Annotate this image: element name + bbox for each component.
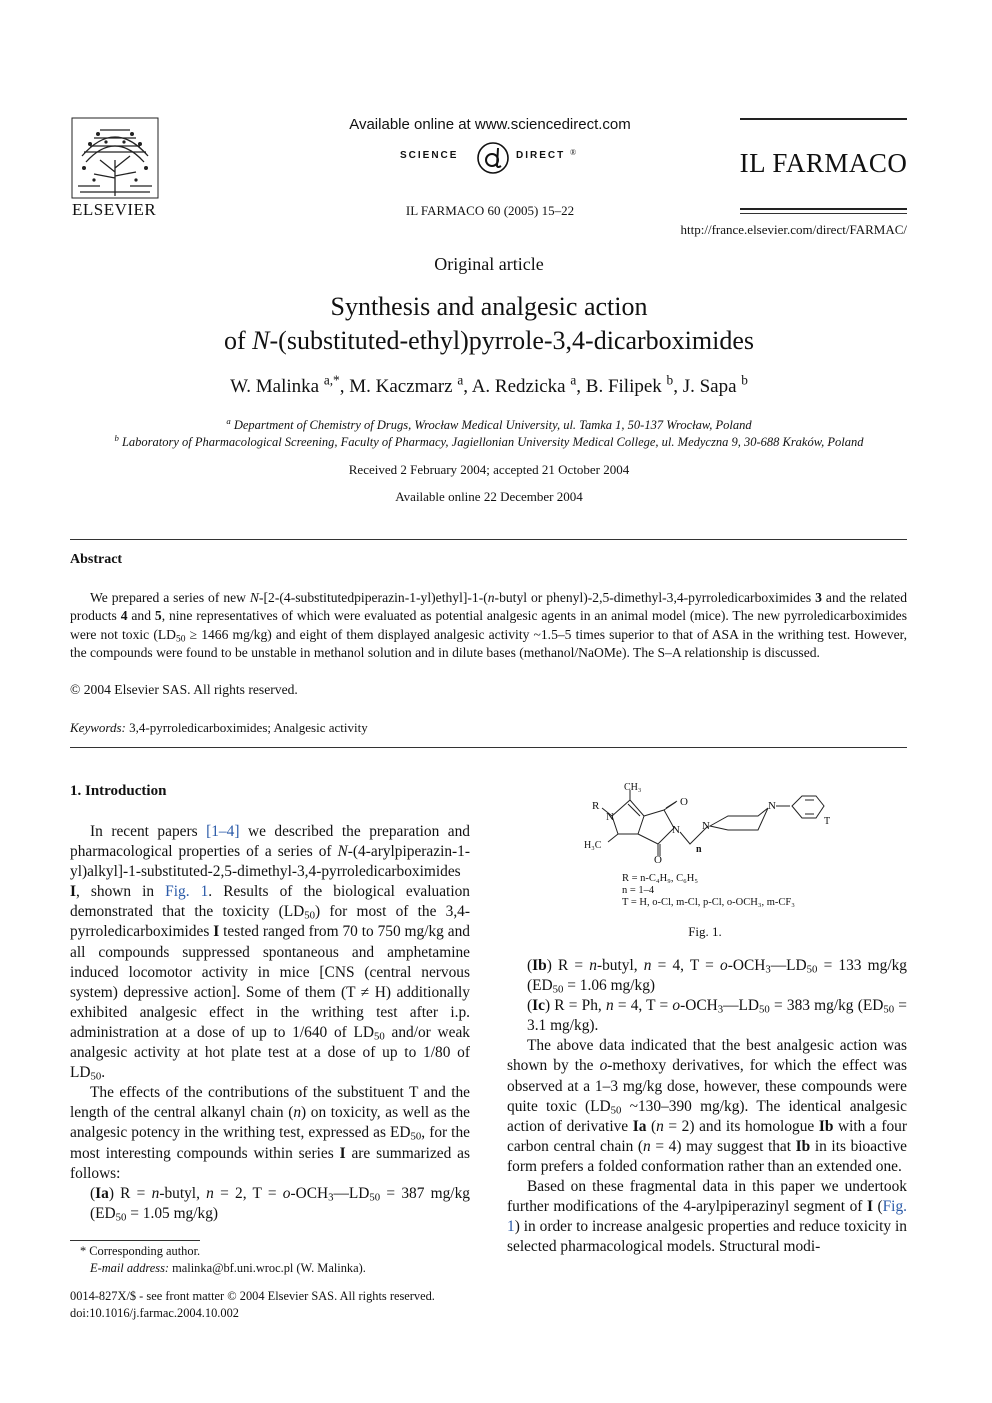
citation-link[interactable]: [1–4] <box>206 823 240 840</box>
right-column-body: (Ib) R = n-butyl, n = 4, $T = o-OCH_3—LD_{50} = 133$ mg/kg ($ED_{50} = 1.06$ mg/kg) (Ic) R = Ph, n = 4, $T = o-OCH_3—LD_{50} = 383$ mg/kg ($ED_{50} = 3.1$ mg/kg). The above data indicated that the best analgesic action was shown by the o-methoxy derivatives, for which the effect was observed at a 1–3 mg/kg dose, however, these compounds were quite toxic ($LD_{50}$ ~130–390 mg/kg). The identical analgesic action of derivative Ia (n = 2) and its homologue Ib with a four carbon central chain (n = 4) may suggest that Ib in its bioactive form prefers a folded conformation rather than an extended one. Based on these fragmental data in this paper we undertook further modifications of the 4-arylpiperazinyl segment of I (Fig. 1) in order to increase analgesic properties and reduce toxicity in selected pharmacological models. Structural modi- <box>507 957 907 1256</box>
publisher-wordmark: ELSEVIER <box>72 200 157 219</box>
sciencedirect-logo <box>400 140 600 180</box>
author[interactable]: J. Sapa $^b$ <box>682 372 748 397</box>
journal-name: IL FARMACO <box>739 148 908 178</box>
available-online-text[interactable]: Available online at www.sciencedirect.com <box>349 116 631 133</box>
intro-body: In recent papers [1–4] we described the preparation and pharmacological properties of a series of N-(4-arylpiperazin-1-yl)alkyl]-1-substituted-2,5-dimethyl-3,4-pyrroledicarboximides I, shown in Fig. 1. Results of the biological evaluation demonstrated that the toxicity $(LD_{50})$ for most of the 3,4-pyrroledicarboximides I tested ranged from 70 to 750 mg/kg and all compounds suppressed spontaneous and amphetamine induced locomotor activity in mice [CNS (central nervous system) depressive action]. Some of them (T ≠ H) additionally exhibited analgesic effect in the writhing test after i.p. administration at a dose of up to 1/640 of $LD_{50}$ and/or weak analgesic activity at hot plate test at a dose of up to 1/80 of $LD_{50}$. The effects of the contributions of the substituent T and the length of the central alkanyl chain (n) on toxicity, as well as the analgesic potency in the writhing test, expressed as $ED_{50}$, for the most interesting compounds within series I are summarized as follows: (Ia) R = n-butyl, n = 2, $T = o-OCH_3—LD_{50} = 387$ mg/kg ($ED_{50} = 1.05$ mg/kg) <box>70 823 470 1224</box>
sciencedirect-logo-left: SCIENCE <box>400 150 459 161</box>
figure-1-legend: R = n-C₄H₉, C₆H₅ n = 1–4 T = H, o-Cl, m-Cl, p-Cl, o-OCH₃, m-CF₃ <box>622 873 795 908</box>
chemical-structure-diagram <box>580 782 840 886</box>
label-o-bottom: O <box>654 854 662 866</box>
article-type: Original article <box>434 254 544 274</box>
author[interactable]: B. Filipek $^b$, <box>585 372 683 397</box>
received-dates: Received 2 February 2004; accepted 21 October 2004 <box>348 462 630 477</box>
label-n-ring: N <box>606 811 614 823</box>
label-n-chain: n <box>696 844 702 855</box>
author[interactable]: W. Malinka $^{a,*}$, <box>230 372 350 397</box>
front-matter-issn: 0014-827X/$ - see front matter © 2004 Elsevier SAS. All rights reserved. <box>70 1289 435 1303</box>
label-n-piperazine-1: N <box>702 820 710 832</box>
journal-rule-bottom-thin <box>740 213 907 214</box>
journal-rule-bottom <box>740 208 907 210</box>
abstract-heading: Abstract <box>70 552 123 567</box>
label-n-piperazine-2: N <box>768 800 776 812</box>
sciencedirect-logo-right: DIRECT <box>516 150 566 161</box>
abstract-rule-top <box>70 539 907 540</box>
section-heading-introduction: 1. Introduction <box>70 783 167 799</box>
author-list <box>0 372 978 398</box>
author[interactable]: M. Kaczmarz $^a$, <box>349 372 472 397</box>
figure-1-structure <box>580 782 840 886</box>
journal-rule-top <box>740 118 907 120</box>
label-ch3-top: CH₃ <box>624 782 642 793</box>
sciencedirect-at-icon <box>474 140 512 176</box>
label-o-top: O <box>680 796 688 808</box>
label-h3c: H₃C <box>584 840 602 851</box>
elsevier-tree-logo <box>70 116 160 202</box>
figure-1-caption: Fig. 1. <box>688 924 722 939</box>
abstract-body: We prepared a series of new N-[2-(4-substitutedpiperazin-1-yl)ethyl]-1-(n-butyl or phenyl)-2,5-dimethyl-3,4-pyrroledicarboximides 3 and the related products 4 and 5, nine representatives of which were evaluated as potential analgesic agents in an animal model (mice). The new pyrroledicarboximides were not toxic ($LD_{50} \ge 1466$ mg/kg) and eight of them displayed analgesic activity ~1.5–5 times superior to that of ASA in the writhing test. However, the compounds were found to be unstable in methanol solution and in dilute bases (methanol/NaOMe). The S–A relationship is discussed. <box>70 590 907 661</box>
author[interactable]: A. Redzicka $^a$, <box>471 372 586 397</box>
journal-citation: IL FARMACO 60 (2005) 15–22 <box>405 203 575 218</box>
figure-link[interactable]: Fig. 1 <box>165 883 209 901</box>
figure-link[interactable]: Fig. 1 <box>507 1198 907 1236</box>
email-link[interactable]: malinka@bf.uni.wroc.pl (W. Malinka). <box>172 1261 366 1275</box>
available-date: Available online 22 December 2004 <box>395 489 583 504</box>
abstract-rule-bottom <box>70 747 907 748</box>
doi[interactable]: doi:10.1016/j.farmac.2004.10.002 <box>70 1306 239 1320</box>
footnote-email: E-mail address: malinka@bf.uni.wroc.pl (W. Malinka). <box>90 1261 366 1275</box>
label-t: T <box>824 816 831 827</box>
label-r: R <box>592 800 600 812</box>
journal-url-link[interactable]: http://france.elsevier.com/direct/FARMAC/ <box>680 222 907 237</box>
affiliation-a: $^a$ Department of Chemistry of Drugs, Wrocław Medical University, ul. Tamka 1, 50-137 Wrocław, Poland <box>226 415 752 432</box>
keywords: Keywords: 3,4-pyrroledicarboximides; Analgesic activity <box>70 720 368 735</box>
abstract-copyright: © 2004 Elsevier SAS. All rights reserved. <box>70 682 298 697</box>
title-line-1: Synthesis and analgesic action <box>330 292 648 321</box>
registered-mark: ® <box>570 148 577 157</box>
affiliation-b: $^b$ Laboratory of Pharmacological Screening, Faculty of Pharmacy, Jagiellonian University Medical College, ul. Medyczna 9, 30-688 Kraków, Poland <box>114 432 864 449</box>
label-n-imide: N <box>672 824 680 836</box>
title-line-2: of N-(substituted-ethyl)pyrrole-3,4-dicarboximides <box>224 326 754 355</box>
article-title <box>0 290 978 358</box>
footnote-corresponding: * Corresponding author. <box>80 1244 201 1258</box>
footnote-rule <box>70 1240 200 1241</box>
